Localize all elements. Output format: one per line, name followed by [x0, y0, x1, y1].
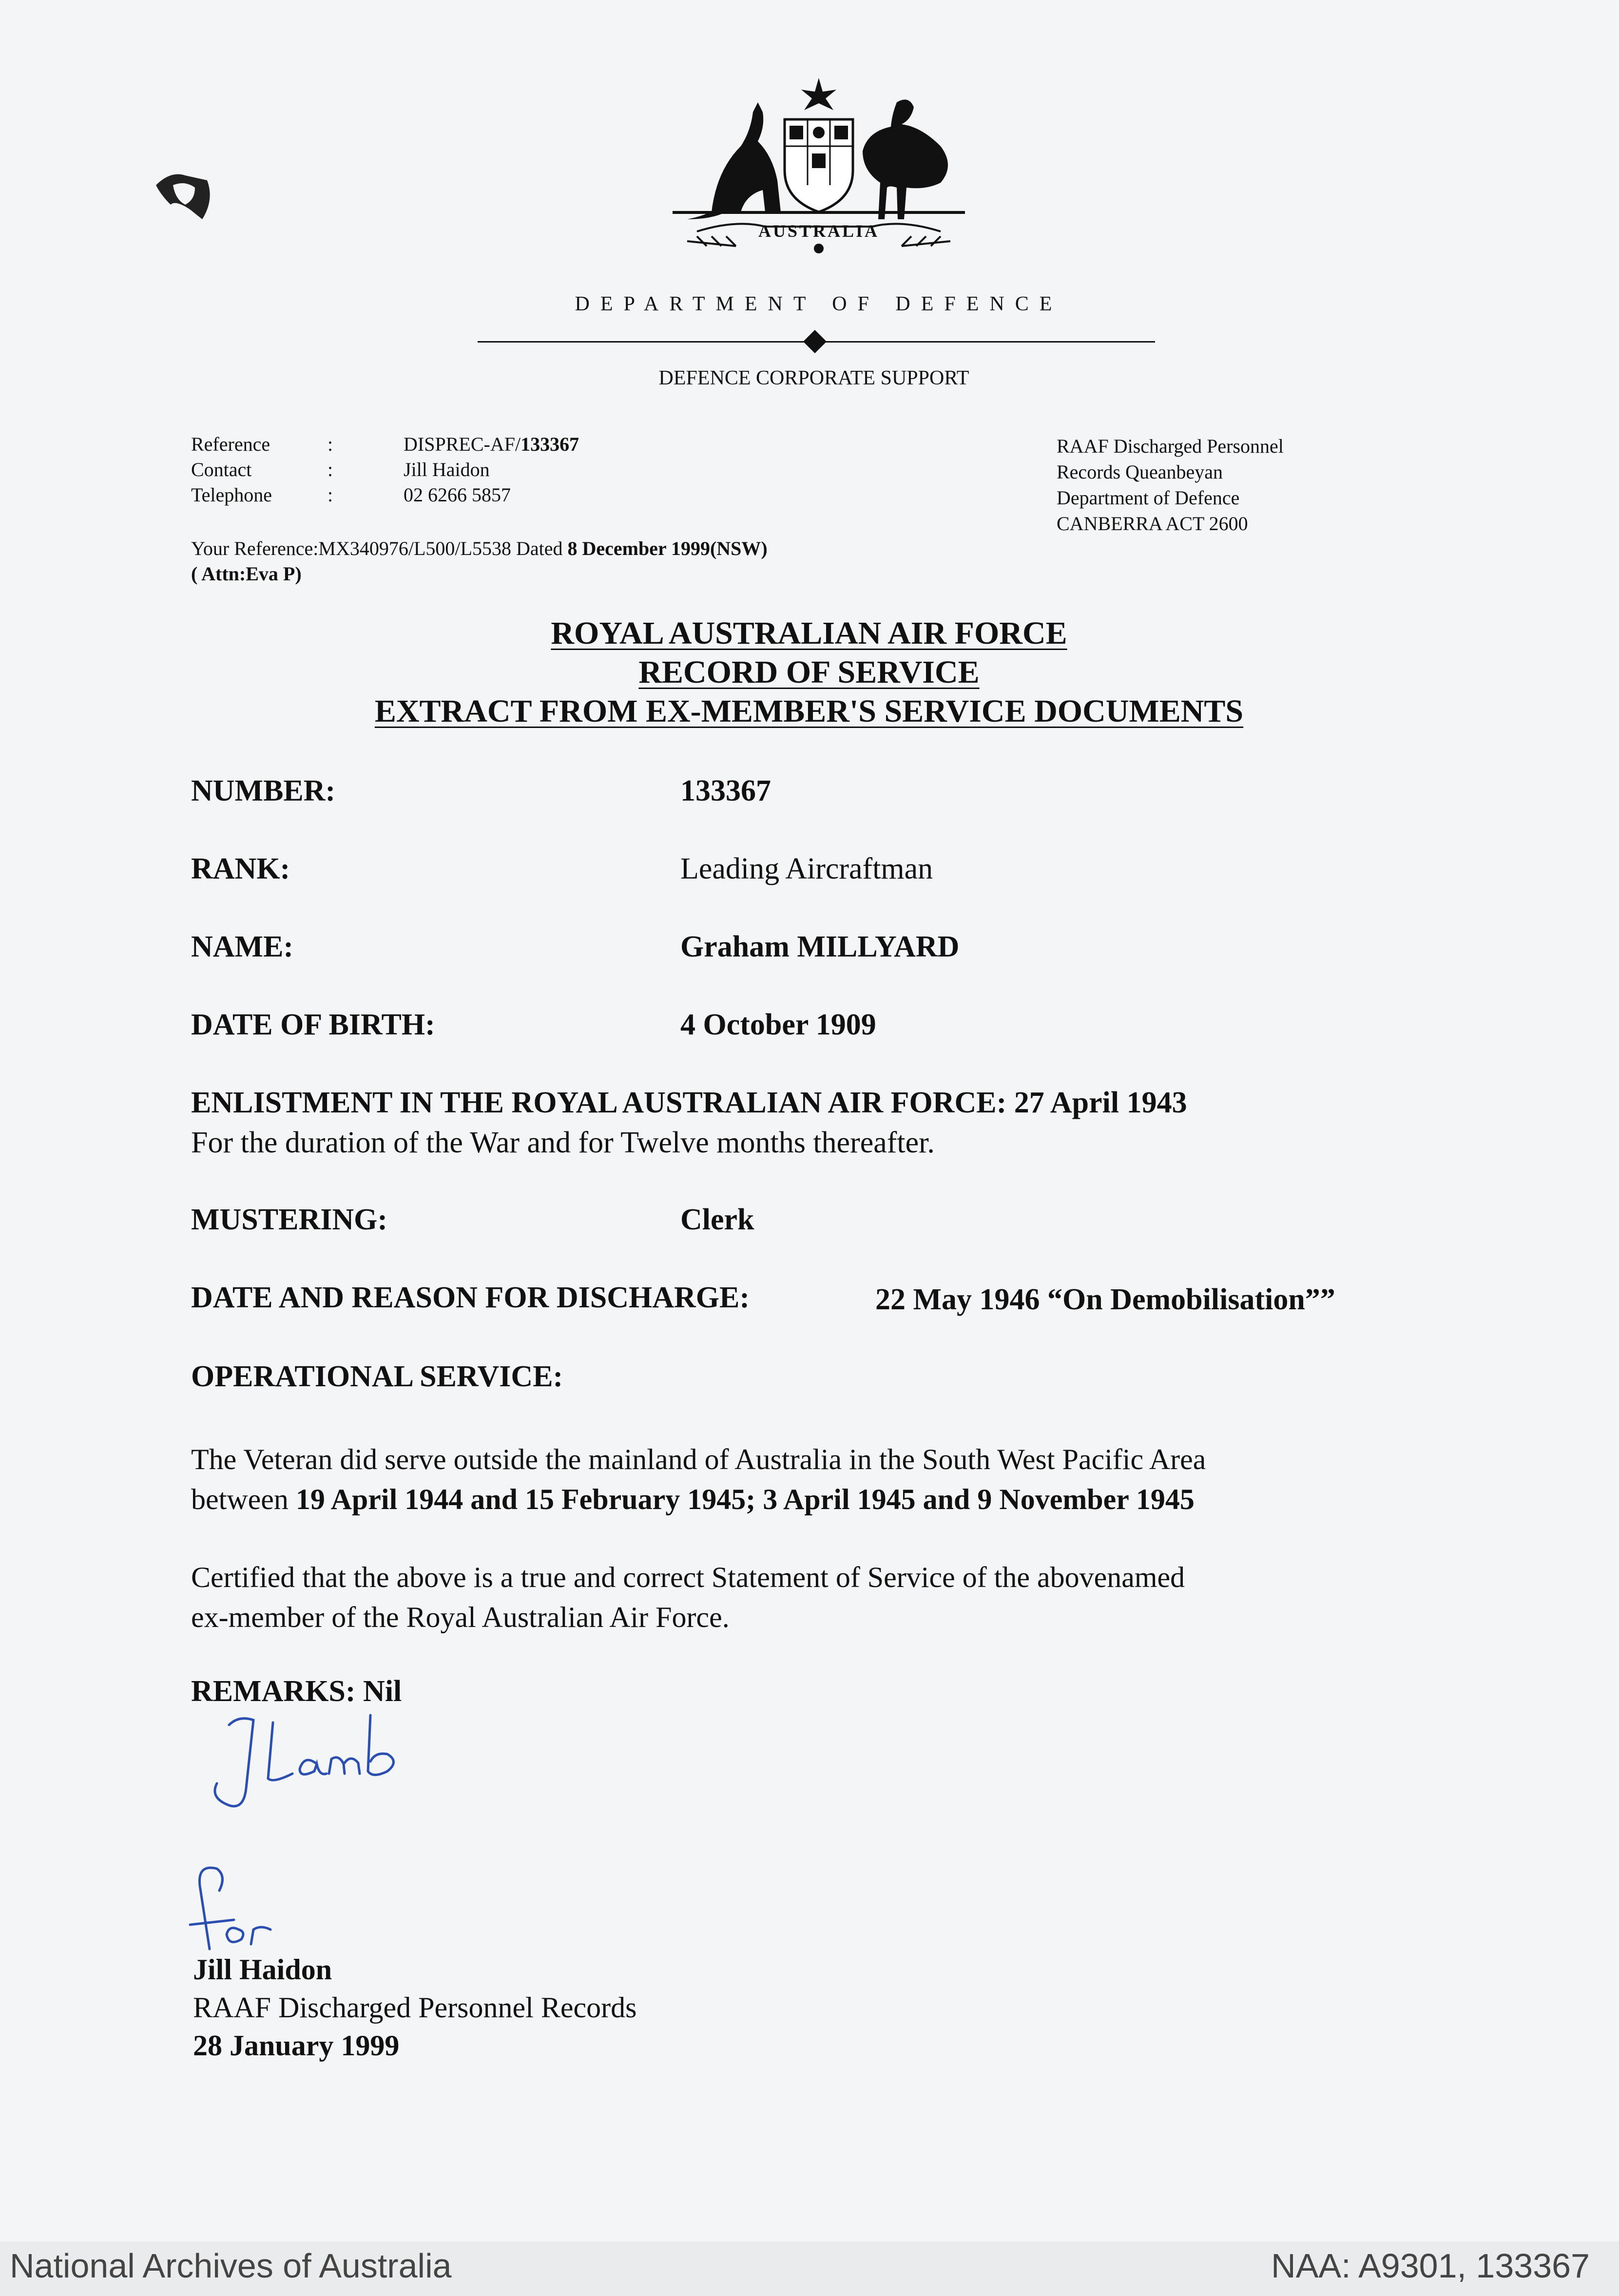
operational-line-2	[191, 1479, 1195, 1519]
name-value: Graham MILLYARD	[680, 930, 960, 963]
address-line-4: CANBERRA ACT 2600	[1057, 513, 1248, 535]
reference-label: Reference	[191, 433, 270, 455]
title-line-2: RECORD OF SERVICE	[638, 654, 980, 690]
discharge-label: DATE AND REASON FOR DISCHARGE:	[191, 1281, 750, 1314]
paper-mark	[151, 166, 214, 224]
operational-line-1: The Veteran did serve outside the mainland of Australia in the South West Pacific Area	[191, 1443, 1206, 1475]
operational-label: OPERATIONAL SERVICE:	[191, 1360, 563, 1393]
address-line-3: Department of Defence	[1057, 487, 1240, 509]
crest-motto: AUSTRALIA	[758, 221, 880, 241]
telephone-value: 02 6266 5857	[404, 484, 511, 506]
number-value: 133367	[680, 774, 771, 807]
rank-value: Leading Aircraftman	[680, 852, 933, 885]
discharge-value: 22 May 1946 “On Demobilisation””	[875, 1283, 1335, 1316]
your-reference-text: Your Reference:MX340976/L500/L5538 Dated	[191, 537, 563, 559]
your-reference	[191, 536, 768, 561]
mustering-label: MUSTERING:	[191, 1203, 388, 1236]
attention-line: ( Attn:Eva P)	[191, 563, 302, 585]
division-heading: DEFENCE CORPORATE SUPPORT	[658, 367, 969, 389]
number-label: NUMBER:	[191, 774, 336, 807]
handwritten-signature	[200, 1705, 463, 1822]
department-heading: DEPARTMENT OF DEFENCE	[575, 293, 1063, 315]
footer-archive-name: National Archives of Australia	[10, 2247, 452, 2285]
remarks: REMARKS: Nil	[191, 1675, 402, 1708]
rank-label: RANK:	[191, 852, 290, 885]
reference-prefix: DISPREC-AF/	[404, 433, 521, 455]
title-line-3: EXTRACT FROM EX-MEMBER'S SERVICE DOCUMENTS	[374, 693, 1244, 729]
enlistment-note: For the duration of the War and for Twelve months thereafter.	[191, 1126, 935, 1159]
contact-colon: :	[328, 459, 333, 480]
contact-value: Jill Haidon	[404, 459, 490, 480]
signatory-office: RAAF Discharged Personnel Records	[193, 1991, 637, 2024]
contact-label: Contact	[191, 459, 252, 480]
mustering-value: Clerk	[680, 1203, 754, 1236]
divider-diamond	[803, 330, 827, 353]
handwritten-for	[180, 1856, 297, 1959]
certified-line-2: ex-member of the Royal Australian Air Force.	[191, 1601, 730, 1633]
operational-dates: 19 April 1944 and 15 February 1945; 3 April 1945 and 9 November 1945	[295, 1483, 1195, 1515]
address-line-1: RAAF Discharged Personnel	[1057, 435, 1284, 457]
your-reference-date: 8 December 1999(NSW)	[567, 537, 768, 559]
certified-line-1: Certified that the above is a true and correct Statement of Service of the abovenamed	[191, 1561, 1185, 1593]
telephone-label: Telephone	[191, 484, 272, 506]
reference-value	[404, 432, 579, 457]
operational-prefix: between	[191, 1483, 296, 1515]
dob-label: DATE OF BIRTH:	[191, 1008, 435, 1041]
enlistment-line: ENLISTMENT IN THE ROYAL AUSTRALIAN AIR FORCE: 27 April 1943	[191, 1086, 1187, 1119]
signatory-name: Jill Haidon	[193, 1953, 332, 1986]
name-label: NAME:	[191, 930, 294, 963]
address-line-2: Records Queanbeyan	[1057, 461, 1223, 483]
signature-date: 28 January 1999	[193, 2029, 400, 2062]
title-line-1: ROYAL AUSTRALIAN AIR FORCE	[551, 615, 1067, 651]
reference-number: 133367	[520, 433, 579, 455]
footer-archive-reference: NAA: A9301, 133367	[1271, 2247, 1590, 2285]
reference-colon: :	[328, 433, 333, 455]
divider-left	[478, 341, 809, 343]
telephone-colon: :	[328, 484, 333, 506]
coat-of-arms-icon	[668, 73, 970, 253]
dob-value: 4 October 1909	[680, 1008, 876, 1041]
divider-right	[821, 341, 1155, 343]
